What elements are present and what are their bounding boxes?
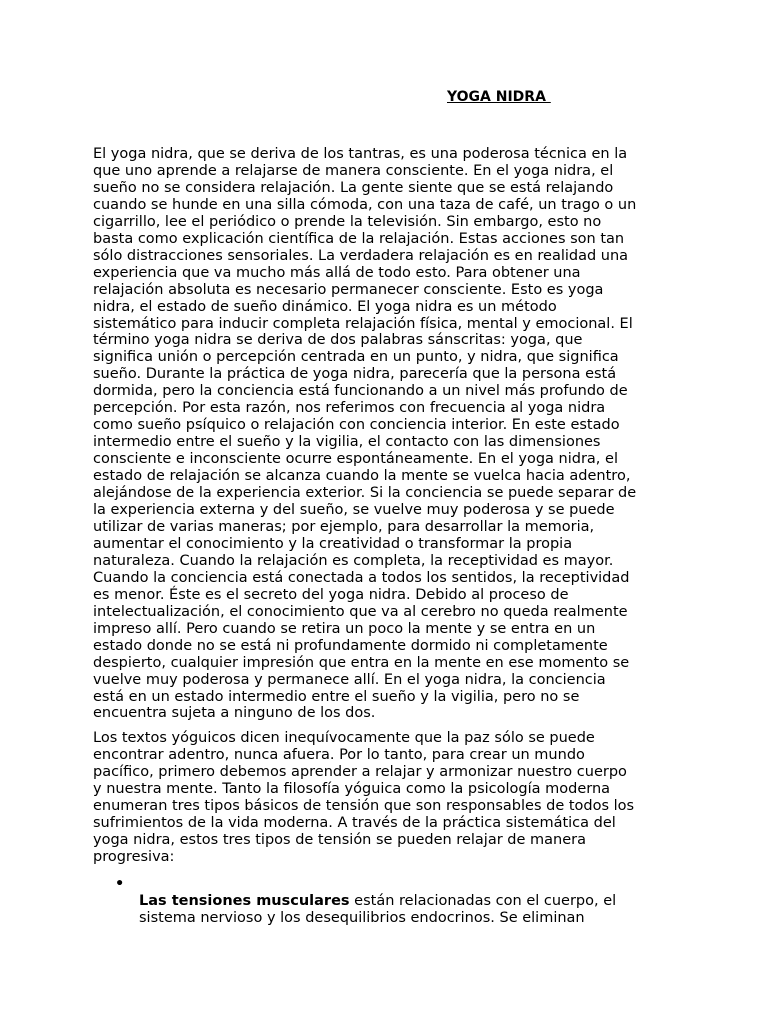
bullet-bold-term: Las tensiones musculares bbox=[139, 892, 350, 909]
bullet-text: están relacionadas con el cuerpo, el sistema nervioso y los desequilibrios endocrinos. Se eliminan bbox=[139, 892, 617, 926]
document-title: YOGA NIDRA bbox=[447, 89, 551, 105]
list-item bbox=[93, 876, 683, 927]
bullet-list bbox=[93, 876, 683, 927]
bullet-marker: • bbox=[115, 876, 125, 893]
paragraph-1: El yoga nidra, que se deriva de los tantras, es una poderosa técnica en la que uno aprende a relajarse de manera consciente. En el yoga nidra, el sueño no se considera relajación. La gente siente que se está relajando cuando se hunde en una silla cómoda, con una taza de café, un trago o un cigarrillo, lee el periódico o prende la televisión. Sin embargo, esto no basta como explicación científica de la relajación. Estas acciones son tan sólo distracciones sensoriales. La verdadera relajación es en realidad una experiencia que va mucho más allá de todo esto. Para obtener una relajación absoluta es necesario permanecer consciente. Esto es yoga nidra, el estado de sueño dinámico. El yoga nidra es un método sistemático para inducir completa relajación física, mental y emocional. El término yoga nidra se deriva de dos palabras sánscritas: yoga, que significa unión o percepción centrada en un punto, y nidra, que significa sueño. Durante la práctica de yoga nidra, parecería que la persona está dormida, pero la conciencia está funcionando a un nivel más profundo de percepción. Por esta razón, nos referimos con frecuencia al yoga nidra como sueño psíquico o relajación con conciencia interior. En este estado intermedio entre el sueño y la vigilia, el contacto con las dimensiones consciente e inconsciente ocurre espontáneamente. En el yoga nidra, el estado de relajación se alcanza cuando la mente se vuelca hacia adentro, alejándose de la experiencia exterior. Si la conciencia se puede separar de la experiencia externa y del sueño, se vuelve muy poderosa y se puede utilizar de varias maneras; por ejemplo, para desarrollar la memoria, aumentar el conocimiento y la creatividad o transformar la propia naturaleza. Cuando la relajación es completa, la receptividad es mayor. Cuando la conciencia está conectada a todos los sentidos, la receptividad es menor. Éste es el secreto del yoga nidra. Debido al proceso de intelectualización, el conocimiento que va al cerebro no queda realmente impreso allí. Pero cuando se retira un poco la mente y se entra en un estado donde no se está ni profundamente dormido ni completamente despierto, cualquier impresión que entra en la mente en ese momento se vuelve muy poderosa y permanece allí. En el yoga nidra, la conciencia está en un estado intermedio entre el sueño y la vigilia, pero no se encuentra sujeta a ninguno de los dos. bbox=[93, 146, 637, 722]
document-body bbox=[93, 146, 683, 927]
paragraph-2: Los textos yóguicos dicen inequívocamente que la paz sólo se puede encontrar adentro, nunca afuera. Por lo tanto, para crear un mundo pacífico, primero debemos aprender a relajar y armonizar nuestro cuerpo y nuestra mente. Tanto la filosofía yóguica como la psicología moderna enumeran tres tipos básicos de tensión que son responsables de todos los sufrimientos de la vida moderna. A través de la práctica sistemática del yoga nidra, estos tres tipos de tensión se pueden relajar de manera progresiva: bbox=[93, 730, 635, 866]
